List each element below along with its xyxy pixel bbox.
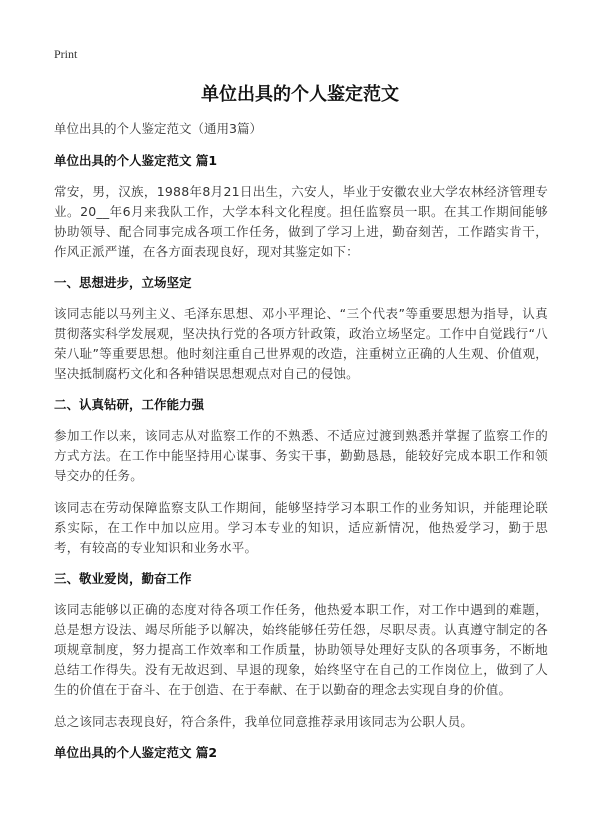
paragraph-ability-1: 参加工作以来，该同志从对监察工作的不熟悉、不适应过渡到熟悉并掌握了监察工作的方式方法。在工作中能坚持用心谋事、务实干事，勤勤恳恳，能较好完成本职工作和领导交办的任务。	[54, 428, 548, 483]
heading-dedication: 三、敬业爱岗，勤奋工作	[54, 571, 192, 586]
paragraph-ability-2: 该同志在劳动保障监察支队工作期间，能够坚持学习本职工作的业务知识，并能理论联系实际，在工作中加以应用。学习本专业的知识，适应新情况，他热爱学习，勤于思考，有较高的专业知识和业务水平。	[54, 500, 548, 555]
intro-paragraph: 常安，男，汉族，1988年8月21日出生，六安人，毕业于安徽农业大学农林经济管理专业。20__年6月来我队工作，大学本科文化程度。担任监察员一职。在其工作期间能够协助领导、配合同事完成各项工作任务，做到了学习上进，勤奋刻苦，工作踏实肯干，作风正派严谨，在各方面表现良好，现对其鉴定如下：	[54, 184, 548, 259]
document-title: 单位出具的个人鉴定范文	[201, 84, 399, 105]
paragraph-conclusion: 总之该同志表现良好，符合条件，我单位同意推荐录用该同志为公职人员。	[54, 714, 474, 729]
heading-thought: 一、思想进步，立场坚定	[54, 275, 192, 290]
paragraph-thought: 该同志能以马列主义、毛泽东思想、邓小平理论、“三个代表”等重要思想为指导，认真贯彻落实科学发展观，坚决执行党的各项方针政策，政治立场坚定。工作中自觉践行“八荣八耻”等重要思想。他时刻注重自己世界观的改造，注重树立正确的人生观、价值观，坚决抵制腐朽文化和各种错误思想观点对自己的侵蚀。	[54, 306, 548, 381]
section-title-1: 单位出具的个人鉴定范文 篇1	[54, 153, 218, 168]
document-body	[54, 120, 548, 774]
heading-ability: 二、认真钻研，工作能力强	[54, 397, 205, 412]
document-subtitle: 单位出具的个人鉴定范文（通用3篇）	[54, 121, 262, 136]
section-title-2: 单位出具的个人鉴定范文 篇2	[54, 745, 218, 760]
print-label[interactable]: Print	[54, 47, 78, 61]
paragraph-dedication: 该同志能够以正确的态度对待各项工作任务，他热爱本职工作，对工作中遇到的难题，总是想方设法、竭尽所能予以解决，始终能够任劳任怨，尽职尽责。认真遵守制定的各项规章制度，努力提高工作效率和工作质量，协助领导处理好支队的各项事务，不断地总结工作得失。没有无故迟到、早退的现象，始终坚守在自己的工作岗位上，做到了人生的价值在于奋斗、在于创造、在于奉献、在于以勤奋的理念去实现自身的价值。	[54, 602, 548, 697]
